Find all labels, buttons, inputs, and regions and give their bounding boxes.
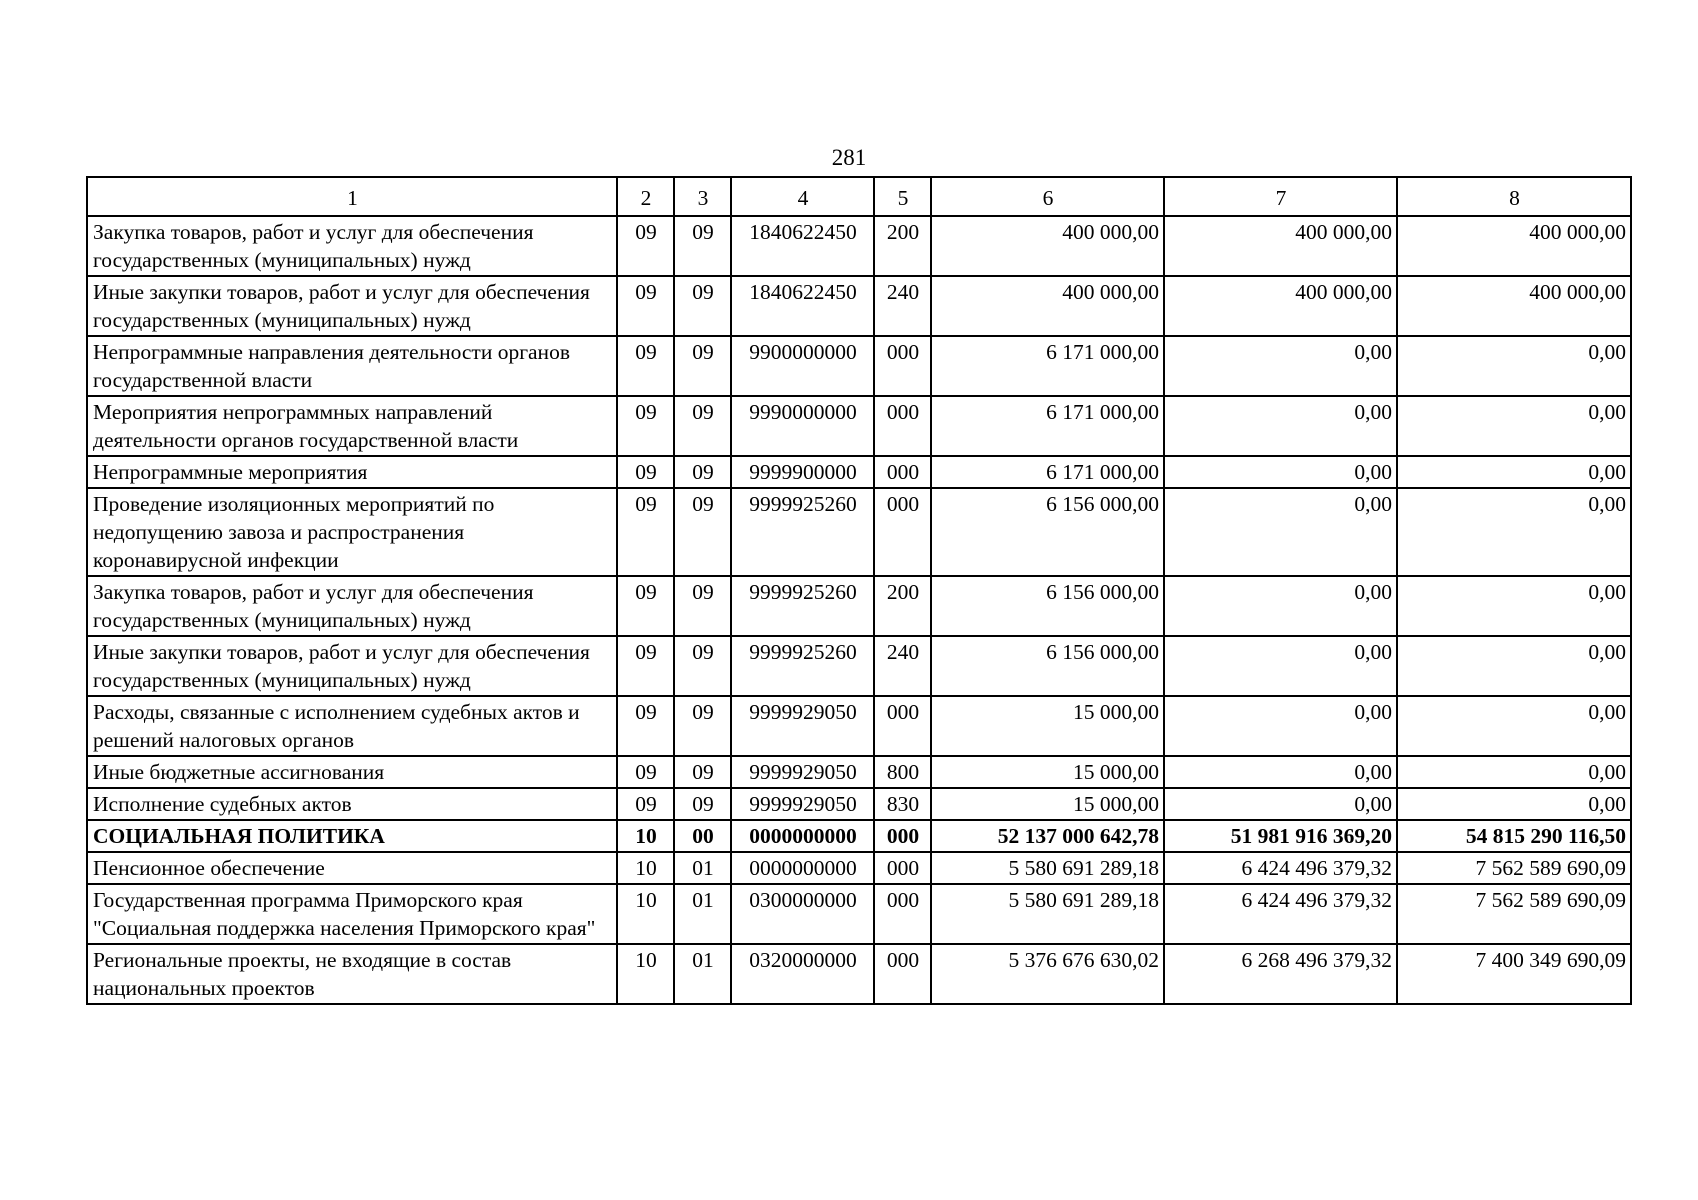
section-code-cell: 09 <box>617 456 674 488</box>
amount-col7-cell: 0,00 <box>1164 636 1397 696</box>
expense-type-cell: 000 <box>874 336 931 396</box>
amount-col8-cell: 0,00 <box>1397 396 1631 456</box>
amount-col8-cell: 0,00 <box>1397 756 1631 788</box>
amount-col7-cell: 0,00 <box>1164 696 1397 756</box>
amount-col6-cell: 400 000,00 <box>931 216 1164 276</box>
subsection-code-cell: 09 <box>674 696 731 756</box>
expense-type-cell: 240 <box>874 276 931 336</box>
expense-type-cell: 000 <box>874 456 931 488</box>
amount-col7-cell: 0,00 <box>1164 336 1397 396</box>
amount-col7-cell: 0,00 <box>1164 756 1397 788</box>
section-code-cell: 09 <box>617 756 674 788</box>
subsection-code-cell: 09 <box>674 756 731 788</box>
amount-col8-cell: 0,00 <box>1397 788 1631 820</box>
target-article-cell: 9999900000 <box>731 456 874 488</box>
table-row <box>87 852 1631 884</box>
section-code-cell: 09 <box>617 276 674 336</box>
row-name-cell: Непрограммные мероприятия <box>87 456 617 488</box>
amount-col8-cell: 0,00 <box>1397 488 1631 576</box>
row-name-cell: Иные бюджетные ассигнования <box>87 756 617 788</box>
target-article-cell: 9999925260 <box>731 636 874 696</box>
amount-col6-cell: 15 000,00 <box>931 756 1164 788</box>
amount-col8-cell: 400 000,00 <box>1397 276 1631 336</box>
target-article-cell: 1840622450 <box>731 276 874 336</box>
row-name-cell: Закупка товаров, работ и услуг для обеспечения государственных (муниципальных) нужд <box>87 576 617 636</box>
row-name-cell: Мероприятия непрограммных направлений деятельности органов государственной власти <box>87 396 617 456</box>
subsection-code-cell: 01 <box>674 884 731 944</box>
amount-col6-cell: 6 171 000,00 <box>931 336 1164 396</box>
target-article-cell: 9999929050 <box>731 756 874 788</box>
amount-col8-cell: 7 562 589 690,09 <box>1397 852 1631 884</box>
amount-col7-cell: 6 268 496 379,32 <box>1164 944 1397 1004</box>
expense-type-cell: 000 <box>874 944 931 1004</box>
table-row <box>87 636 1631 696</box>
expense-type-cell: 000 <box>874 696 931 756</box>
page-number: 281 <box>831 145 867 170</box>
column-header: 2 <box>617 177 674 216</box>
table-row <box>87 696 1631 756</box>
column-header: 8 <box>1397 177 1631 216</box>
row-name-cell: Иные закупки товаров, работ и услуг для обеспечения государственных (муниципальных) нужд <box>87 636 617 696</box>
target-article-cell: 9990000000 <box>731 396 874 456</box>
column-header: 3 <box>674 177 731 216</box>
row-name-cell: Государственная программа Приморского края "Социальная поддержка населения Приморского края" <box>87 884 617 944</box>
target-article-cell: 0000000000 <box>731 852 874 884</box>
row-name-cell: Непрограммные направления деятельности органов государственной власти <box>87 336 617 396</box>
amount-col7-cell: 0,00 <box>1164 396 1397 456</box>
row-name-cell: Региональные проекты, не входящие в состав национальных проектов <box>87 944 617 1004</box>
amount-col8-cell: 54 815 290 116,50 <box>1397 820 1631 852</box>
column-header: 5 <box>874 177 931 216</box>
amount-col7-cell: 0,00 <box>1164 488 1397 576</box>
expense-type-cell: 000 <box>874 884 931 944</box>
amount-col7-cell: 400 000,00 <box>1164 276 1397 336</box>
target-article-cell: 9999929050 <box>731 788 874 820</box>
column-header: 7 <box>1164 177 1397 216</box>
target-article-cell: 0000000000 <box>731 820 874 852</box>
expense-type-cell: 200 <box>874 576 931 636</box>
budget-table <box>86 176 1632 1005</box>
table-row <box>87 488 1631 576</box>
table-body <box>87 216 1631 1004</box>
expense-type-cell: 000 <box>874 488 931 576</box>
target-article-cell: 9999925260 <box>731 488 874 576</box>
row-name-cell: Закупка товаров, работ и услуг для обеспечения государственных (муниципальных) нужд <box>87 216 617 276</box>
amount-col6-cell: 52 137 000 642,78 <box>931 820 1164 852</box>
row-name-cell: Исполнение судебных актов <box>87 788 617 820</box>
table-row <box>87 576 1631 636</box>
subsection-code-cell: 09 <box>674 456 731 488</box>
section-code-cell: 09 <box>617 216 674 276</box>
amount-col6-cell: 400 000,00 <box>931 276 1164 336</box>
section-code-cell: 09 <box>617 396 674 456</box>
subsection-code-cell: 09 <box>674 276 731 336</box>
row-name-cell: СОЦИАЛЬНАЯ ПОЛИТИКА <box>87 820 617 852</box>
table-row <box>87 336 1631 396</box>
row-name-cell: Проведение изоляционных мероприятий по недопущению завоза и распространения коронавирусной инфекции <box>87 488 617 576</box>
amount-col8-cell: 400 000,00 <box>1397 216 1631 276</box>
table-row <box>87 944 1631 1004</box>
section-code-cell: 10 <box>617 944 674 1004</box>
amount-col6-cell: 5 580 691 289,18 <box>931 884 1164 944</box>
subsection-code-cell: 01 <box>674 944 731 1004</box>
target-article-cell: 0300000000 <box>731 884 874 944</box>
table-row <box>87 396 1631 456</box>
table-row <box>87 276 1631 336</box>
amount-col6-cell: 15 000,00 <box>931 788 1164 820</box>
subsection-code-cell: 09 <box>674 788 731 820</box>
amount-col8-cell: 7 400 349 690,09 <box>1397 944 1631 1004</box>
amount-col7-cell: 400 000,00 <box>1164 216 1397 276</box>
amount-col6-cell: 6 171 000,00 <box>931 456 1164 488</box>
expense-type-cell: 800 <box>874 756 931 788</box>
section-code-cell: 10 <box>617 884 674 944</box>
table-row <box>87 820 1631 852</box>
section-code-cell: 09 <box>617 336 674 396</box>
subsection-code-cell: 09 <box>674 636 731 696</box>
amount-col7-cell: 6 424 496 379,32 <box>1164 884 1397 944</box>
column-header: 6 <box>931 177 1164 216</box>
subsection-code-cell: 00 <box>674 820 731 852</box>
target-article-cell: 9999929050 <box>731 696 874 756</box>
subsection-code-cell: 09 <box>674 336 731 396</box>
header-row <box>87 177 1631 216</box>
row-name-cell: Пенсионное обеспечение <box>87 852 617 884</box>
column-header: 4 <box>731 177 874 216</box>
subsection-code-cell: 01 <box>674 852 731 884</box>
subsection-code-cell: 09 <box>674 396 731 456</box>
amount-col8-cell: 0,00 <box>1397 456 1631 488</box>
amount-col8-cell: 0,00 <box>1397 696 1631 756</box>
section-code-cell: 09 <box>617 788 674 820</box>
table-header <box>87 177 1631 216</box>
amount-col7-cell: 0,00 <box>1164 456 1397 488</box>
amount-col7-cell: 6 424 496 379,32 <box>1164 852 1397 884</box>
column-header: 1 <box>87 177 617 216</box>
row-name-cell: Расходы, связанные с исполнением судебных актов и решений налоговых органов <box>87 696 617 756</box>
table-row <box>87 456 1631 488</box>
amount-col7-cell: 0,00 <box>1164 788 1397 820</box>
subsection-code-cell: 09 <box>674 488 731 576</box>
section-code-cell: 09 <box>617 696 674 756</box>
target-article-cell: 0320000000 <box>731 944 874 1004</box>
expense-type-cell: 830 <box>874 788 931 820</box>
amount-col8-cell: 0,00 <box>1397 636 1631 696</box>
section-code-cell: 09 <box>617 488 674 576</box>
subsection-code-cell: 09 <box>674 216 731 276</box>
target-article-cell: 9900000000 <box>731 336 874 396</box>
amount-col8-cell: 7 562 589 690,09 <box>1397 884 1631 944</box>
expense-type-cell: 240 <box>874 636 931 696</box>
amount-col7-cell: 0,00 <box>1164 576 1397 636</box>
target-article-cell: 9999925260 <box>731 576 874 636</box>
table-row <box>87 756 1631 788</box>
amount-col8-cell: 0,00 <box>1397 336 1631 396</box>
section-code-cell: 09 <box>617 576 674 636</box>
row-name-cell: Иные закупки товаров, работ и услуг для обеспечения государственных (муниципальных) нужд <box>87 276 617 336</box>
amount-col6-cell: 15 000,00 <box>931 696 1164 756</box>
section-code-cell: 09 <box>617 636 674 696</box>
amount-col7-cell: 51 981 916 369,20 <box>1164 820 1397 852</box>
amount-col6-cell: 5 580 691 289,18 <box>931 852 1164 884</box>
section-code-cell: 10 <box>617 820 674 852</box>
amount-col6-cell: 6 156 000,00 <box>931 488 1164 576</box>
expense-type-cell: 000 <box>874 820 931 852</box>
table-row <box>87 788 1631 820</box>
subsection-code-cell: 09 <box>674 576 731 636</box>
amount-col6-cell: 6 156 000,00 <box>931 576 1164 636</box>
amount-col6-cell: 6 171 000,00 <box>931 396 1164 456</box>
table-row <box>87 884 1631 944</box>
amount-col8-cell: 0,00 <box>1397 576 1631 636</box>
expense-type-cell: 000 <box>874 852 931 884</box>
amount-col6-cell: 5 376 676 630,02 <box>931 944 1164 1004</box>
target-article-cell: 1840622450 <box>731 216 874 276</box>
expense-type-cell: 200 <box>874 216 931 276</box>
table-row <box>87 216 1631 276</box>
section-code-cell: 10 <box>617 852 674 884</box>
expense-type-cell: 000 <box>874 396 931 456</box>
amount-col6-cell: 6 156 000,00 <box>931 636 1164 696</box>
